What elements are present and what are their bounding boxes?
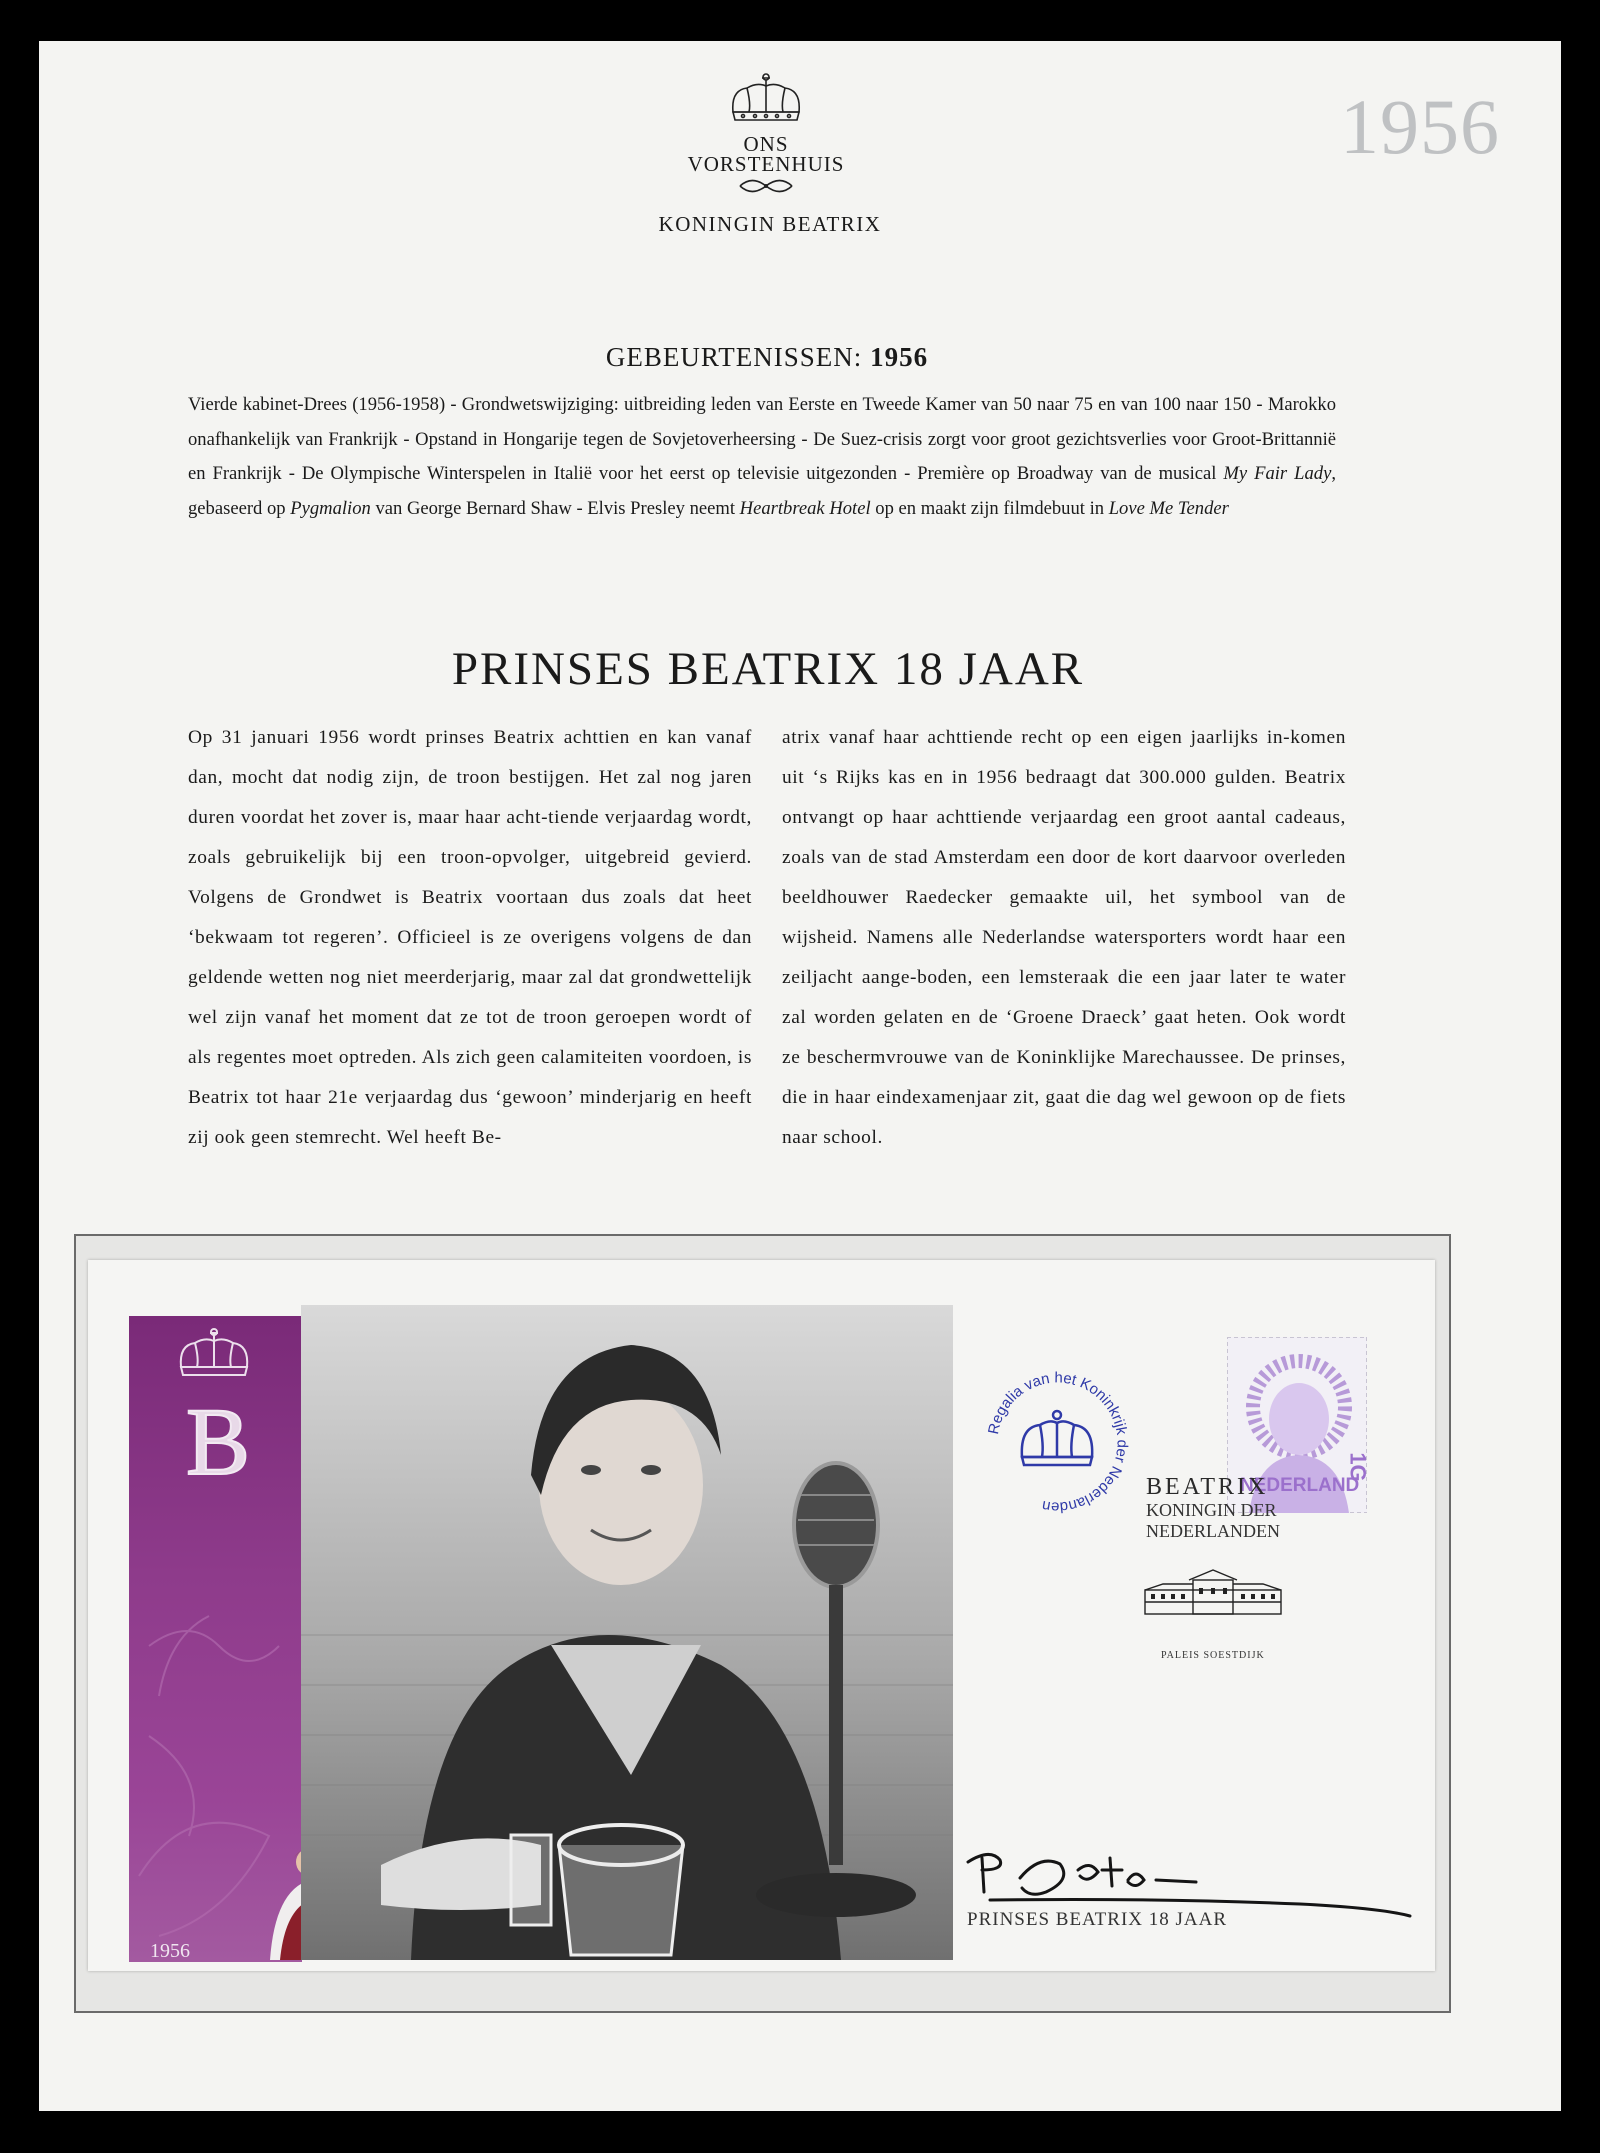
article-title: PRINSES BEATRIX 18 JAAR [451, 643, 1085, 695]
seal-text: Regalia van het Koninkrijk der Nederlanden [985, 1369, 1131, 1516]
events-title-italic: My Fair Lady [1223, 463, 1332, 484]
cover-title-line-2: NEDERLANDEN [1146, 1521, 1280, 1541]
historic-photo [301, 1305, 953, 1960]
events-text-part: van George Bernard Shaw - Elvis Presley neemt [370, 497, 740, 519]
events-title-italic: Heartbreak Hotel [739, 497, 871, 519]
brand-line-2: VORSTENHUIS [687, 152, 845, 176]
events-heading-label: GEBEURTENISSEN: [605, 342, 871, 372]
cover-title-line-1: KONINGIN DER [1146, 1500, 1277, 1520]
page-subtitle: KONINGIN BEATRIX [658, 212, 882, 236]
events-heading [0, 342, 1534, 373]
events-text-part: , gebaseerd op [188, 463, 1336, 519]
regalia-seal [980, 1365, 1135, 1520]
signature-image [960, 1840, 1420, 1920]
page-year: 1956 [1340, 83, 1500, 170]
flourish-icon [738, 175, 794, 197]
cover-caption: PRINSES BEATRIX 18 JAAR [967, 1909, 1228, 1930]
article-column-right: atrix vanaf haar achttiende recht op een eigen jaarlijks in-komen uit ‘s Rijks kas en in 1956 bedraagt dat 300.000 gulden. Beatrix ontvangt op haar achttiende verjaardag een groot aantal cadeaus, zoals van de stad Amsterdam een door de kort daarvoor overleden beeldhouwer Raedecker gemaakte uil, het symbool van de wijsheid. Namens alle Nederlandse watersporters wordt haar een zeiljacht aange-boden, een lemsteraak die een jaar later te water zal worden gelaten en de ‘Groene Draeck’ gaat heten. Ook wordt ze beschermvrouwe van de Koninklijke Marechaussee. De prinses, die in haar eindexamenjaar zit, gaat die dag wel gewoon op de fiets naar school. [782, 727, 1346, 1148]
events-title-italic: Love Me Tender [1108, 497, 1229, 519]
card-crown-icon [175, 1323, 253, 1387]
events-title-italic: Pygmalion [290, 497, 371, 519]
events-text-part: op en maakt zijn filmdebuut in [870, 497, 1109, 519]
stamp-value: 1G [1345, 1452, 1371, 1482]
article-column-left: Op 31 januari 1956 wordt prinses Beatrix achttien en kan vanaf dan, mocht dat nodig zijn, de troon bestijgen. Het zal nog jaren duren voordat het zover is, maar haar acht-tiende verjaardag wordt, zoals gebruikelijk bij een troon-opvolger, uitgebreid gevierd. Volgens de Grondwet is Beatrix voortaan dus zoals dat heet ‘bekwaam tot regeren’. Officieel is ze overigens volgens de dan geldende wetten nog niet meerderjarig, maar zal dat grondwettelijk wel zijn vanaf het moment dat ze tot de troon geroepen wordt of als regentes moet optreden. Als zich geen calamiteiten voordoen, is Beatrix tot haar 21e verjaardag dus ‘gewoon’ minderjarig en heeft zij ook geen stemrecht. Wel heeft Be- [188, 727, 752, 1148]
cover-name: BEATRIX [1146, 1474, 1269, 1500]
events-heading-year: 1956 [870, 342, 929, 372]
palace-icon [1143, 1568, 1283, 1618]
brand-line-1: ONS [743, 132, 789, 156]
crown-icon [727, 68, 805, 132]
events-text-part: Vierde kabinet-Drees (1956-1958) - Grondwetswijziging: uitbreiding leden van Eerste en Tweede Kamer van 50 naar 75 en van 100 naar 150 - Marokko onafhankelijk van Frankrijk - Opstand in Hongarije tegen de Sovjetoverheersing - De Suez-crisis zorgt voor groot gezichtsverlies voor Groot-Brittannië en Frankrijk - De Olympische Winterspelen in Italië voor het eerst op televisie uitgezonden - Première op Broadway van de musical [188, 394, 1336, 484]
card-year: 1956 [150, 1940, 190, 1962]
palace-label: PALEIS SOESTDIJK [1161, 1650, 1265, 1661]
royal-monogram: B [185, 1388, 251, 1495]
events-text [188, 388, 1336, 526]
stamp-country: NEDERLAND [1240, 1475, 1360, 1496]
